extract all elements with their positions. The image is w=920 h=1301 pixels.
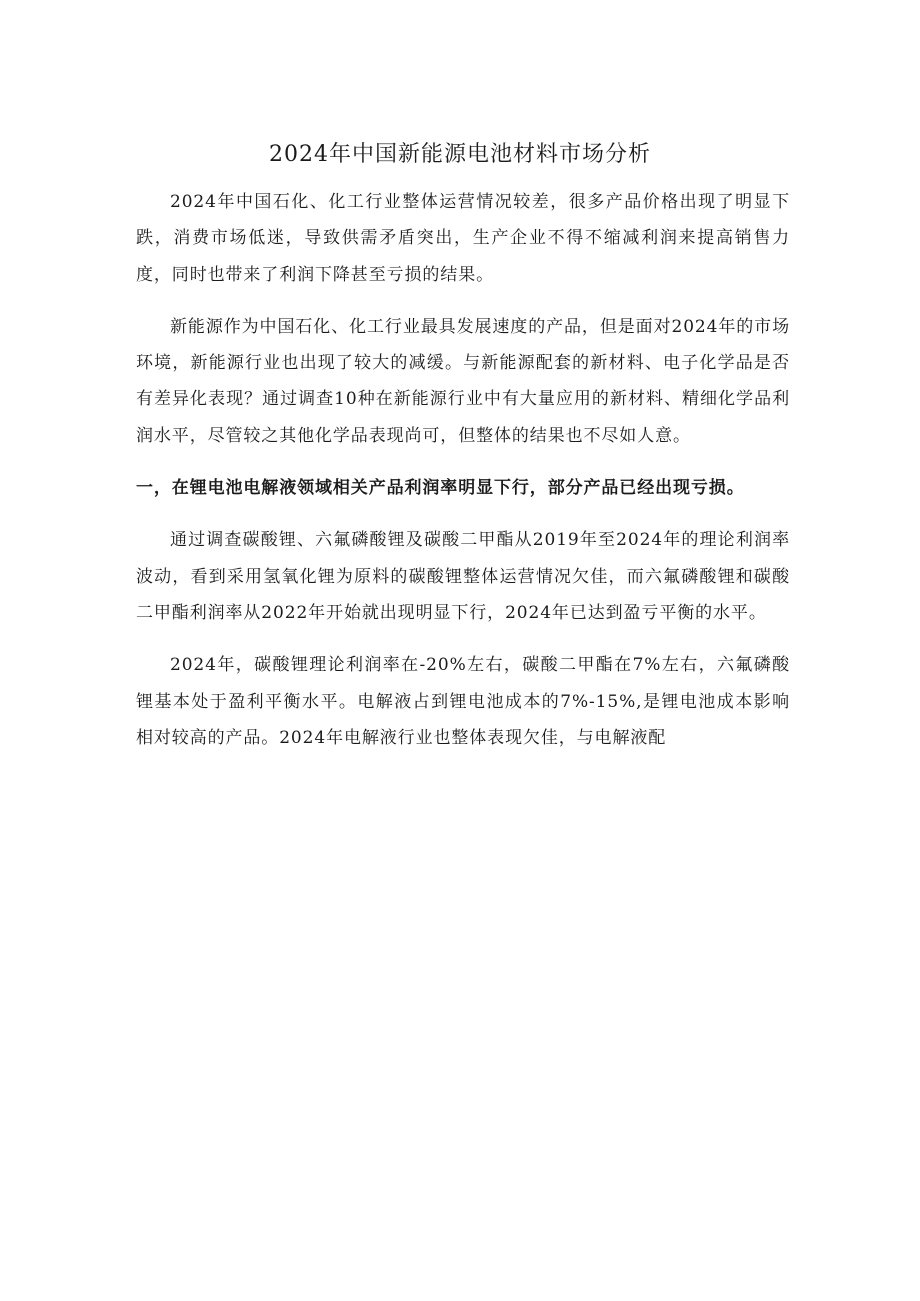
intro-paragraph-1: 2024年中国石化、化工行业整体运营情况较差，很多产品价格出现了明显下跌，消费市场低迷，导致供需矛盾突出，生产企业不得不缩减利润来提高销售力度，同时也带来了利润下降甚至亏损的结果。: [136, 192, 790, 285]
section-heading-1: 一，在锂电池电解液领域相关产品利润率明显下行，部分产品已经出现亏损。: [136, 478, 745, 499]
section-1-paragraph-2: 2024年，碳酸锂理论利润率在-20%左右，碳酸二甲酯在7%左右，六氟磷酸锂基本处于盈利平衡水平。电解液占到锂电池成本的7%-15%,是锂电池成本影响相对较高的产品。2024年电解液行业也整体表现欠佳，与电解液配: [136, 655, 790, 748]
document-body: [136, 184, 790, 756]
document-title: 2024年中国新能源电池材料市场分析: [269, 142, 651, 167]
intro-paragraph-2: 新能源作为中国石化、化工行业最具发展速度的产品，但是面对2024年的市场环境，新能源行业也出现了较大的减缓。与新能源配套的新材料、电子化学品是否有差异化表现？通过调查10种在新能源行业中有大量应用的新材料、精细化学品利润水平，尽管较之其他化学品表现尚可，但整体的结果也不尽如人意。: [136, 316, 790, 446]
section-1-paragraph-1: 通过调查碳酸锂、六氟磷酸锂及碳酸二甲酯从2019年至2024年的理论利润率波动，看到采用氢氧化锂为原料的碳酸锂整体运营情况欠佳，而六氟磷酸锂和碳酸二甲酯利润率从2022年开始就出现明显下行，2024年已达到盈亏平衡的水平。: [136, 530, 790, 623]
